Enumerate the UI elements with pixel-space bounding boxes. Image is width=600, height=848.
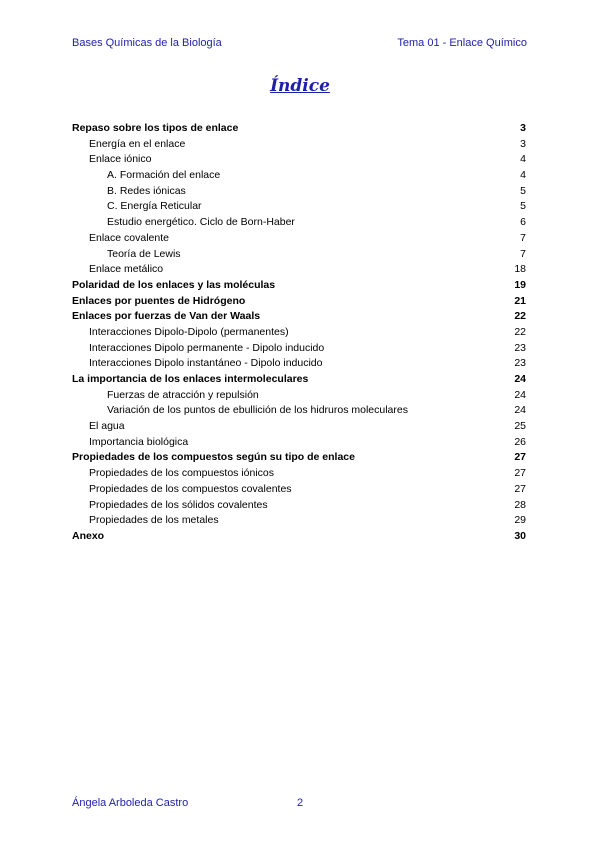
toc-entry-page: 21 xyxy=(514,294,526,307)
toc-entry-page: 3 xyxy=(520,122,526,134)
toc-entry-label: Anexo xyxy=(72,529,105,542)
toc-entry-page: 27 xyxy=(514,451,526,464)
toc-entry[interactable] xyxy=(72,498,526,514)
toc-entry[interactable] xyxy=(72,529,526,545)
toc-entry-label: Enlaces por fuerzas de Van der Waals xyxy=(72,310,261,323)
toc-entry[interactable] xyxy=(72,372,526,388)
toc-entry[interactable] xyxy=(72,152,526,168)
toc-entry-page: 24 xyxy=(514,373,526,385)
toc-entry-page: 26 xyxy=(514,435,526,448)
toc-entry[interactable] xyxy=(72,309,526,325)
page-title: Índice xyxy=(270,76,330,96)
toc-entry-page: 5 xyxy=(520,200,526,213)
toc-entry[interactable] xyxy=(72,513,526,529)
toc-entry-page: 4 xyxy=(520,153,526,166)
toc-entry-page: 28 xyxy=(514,498,526,511)
toc-entry-label: Teoría de Lewis xyxy=(107,247,181,260)
toc-entry-label: Enlace covalente xyxy=(89,231,169,244)
toc-entry[interactable] xyxy=(72,278,526,294)
toc-entry[interactable] xyxy=(72,419,526,435)
toc-entry-label: C. Energía Reticular xyxy=(107,200,202,213)
toc-entry-page: 3 xyxy=(520,137,526,150)
toc-entry-page: 19 xyxy=(514,278,526,291)
toc-entry-label: La importancia de los enlaces intermoleculares xyxy=(72,373,309,385)
toc-entry-page: 5 xyxy=(520,184,526,197)
toc-entry-label: Variación de los puntos de ebullición de los hidruros moleculares xyxy=(107,404,408,417)
toc-entry-label: A. Formación del enlace xyxy=(107,169,221,182)
toc-entry-label: Interacciones Dipolo-Dipolo (permanentes) xyxy=(89,325,289,338)
toc-entry-label: Enlaces por puentes de Hidrógeno xyxy=(72,294,246,307)
toc-entry-label: Estudio energético. Ciclo de Born-Haber xyxy=(107,216,295,229)
toc-entry[interactable] xyxy=(72,356,526,372)
toc-entry-page: 22 xyxy=(514,325,526,338)
toc-entry[interactable] xyxy=(72,121,526,137)
footer-page-number: 2 xyxy=(297,797,304,809)
header-right: Tema 01 - Enlace Químico xyxy=(397,37,527,49)
toc-entry[interactable] xyxy=(72,168,526,184)
toc-entry-label: Repaso sobre los tipos de enlace xyxy=(72,122,239,134)
toc-entry[interactable] xyxy=(72,184,526,200)
toc-entry[interactable] xyxy=(72,341,526,357)
toc-entry-page: 25 xyxy=(514,420,526,433)
toc-entry-page: 27 xyxy=(514,467,526,480)
toc-entry-label: Propiedades de los compuestos iónicos xyxy=(89,467,275,480)
toc-entry-label: Polaridad de los enlaces y las moléculas xyxy=(72,278,276,291)
toc-entry[interactable] xyxy=(72,435,526,451)
toc-entry[interactable] xyxy=(72,231,526,247)
toc-entry-page: 7 xyxy=(520,247,526,260)
toc-entry-label: Fuerzas de atracción y repulsión xyxy=(107,388,259,401)
toc-entry-page: 6 xyxy=(520,216,526,229)
toc-entry-label: Enlace iónico xyxy=(89,153,152,166)
toc-entry-page: 7 xyxy=(520,231,526,244)
toc-entry-label: Importancia biológica xyxy=(89,435,189,448)
toc-entry-page: 30 xyxy=(514,529,526,542)
toc-entry-label: Propiedades de los compuestos según su tipo de enlace xyxy=(72,451,355,464)
toc-entry-label: Interacciones Dipolo permanente - Dipolo inducido xyxy=(89,341,325,354)
toc-entry-page: 27 xyxy=(514,482,526,495)
toc-entry-label: Energía en el enlace xyxy=(89,137,186,150)
footer-author: Ángela Arboleda Castro xyxy=(72,797,189,809)
toc-entry-page: 29 xyxy=(514,514,526,527)
table-of-contents xyxy=(72,121,526,545)
toc-entry-page: 22 xyxy=(514,310,526,323)
toc-entry[interactable] xyxy=(72,450,526,466)
toc-entry-label: B. Redes iónicas xyxy=(107,184,186,197)
header-left: Bases Químicas de la Biología xyxy=(72,37,222,49)
toc-entry[interactable] xyxy=(72,247,526,263)
toc-entry-page: 23 xyxy=(514,341,526,354)
toc-entry[interactable] xyxy=(72,294,526,310)
toc-entry-page: 24 xyxy=(514,404,526,417)
toc-entry-label: El agua xyxy=(89,420,125,433)
toc-entry-page: 4 xyxy=(520,169,526,182)
toc-entry[interactable] xyxy=(72,215,526,231)
toc-entry[interactable] xyxy=(72,482,526,498)
toc-entry[interactable] xyxy=(72,325,526,341)
toc-entry[interactable] xyxy=(72,403,526,419)
toc-entry[interactable] xyxy=(72,466,526,482)
toc-entry-page: 18 xyxy=(514,263,526,276)
toc-entry-label: Enlace metálico xyxy=(89,263,164,276)
toc-entry[interactable] xyxy=(72,388,526,404)
toc-entry[interactable] xyxy=(72,199,526,215)
toc-entry-label: Propiedades de los metales xyxy=(89,514,219,527)
toc-entry[interactable] xyxy=(72,262,526,278)
toc-entry[interactable] xyxy=(72,137,526,153)
toc-entry-page: 23 xyxy=(514,357,526,370)
toc-entry-label: Interacciones Dipolo instantáneo - Dipolo inducido xyxy=(89,357,323,370)
toc-entry-label: Propiedades de los compuestos covalentes xyxy=(89,482,292,495)
toc-entry-page: 24 xyxy=(514,388,526,401)
toc-entry-label: Propiedades de los sólidos covalentes xyxy=(89,498,268,511)
